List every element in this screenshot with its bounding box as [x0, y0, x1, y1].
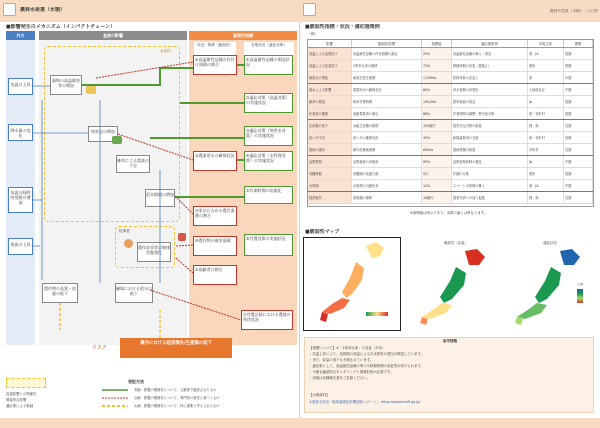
map-japan-2 [410, 247, 502, 327]
table-cell: 72% [422, 60, 452, 71]
table-cell: 国・県 [528, 192, 564, 203]
map-panel-1 [303, 237, 401, 331]
map1-colorbar [366, 312, 388, 316]
table-cell: 市町村 [528, 144, 564, 155]
table-cell: JA [528, 156, 564, 167]
col-header-vuln: 脆弱性指標 [189, 31, 297, 40]
impact-box-field: 圃場における渇水の低下 [115, 283, 153, 303]
indicator-table-header [308, 40, 593, 48]
map-japan-3 [505, 247, 595, 327]
table-cell: 担い手の確保状況 [352, 132, 422, 143]
table-cell: 県・市町村 [528, 132, 564, 143]
table-cell: 品質管理体制の強化 [452, 156, 528, 167]
table-row [308, 108, 593, 120]
legend-item-1: 直接影響との関係性 [6, 392, 37, 396]
table-cell: 防除体系の見直し [452, 72, 528, 83]
map3-legend-label: 凡例 [577, 283, 584, 286]
table-cell: 長期 [564, 120, 593, 131]
table-cell: 長期 [564, 192, 593, 203]
legend-line-swatches [100, 387, 130, 411]
notes-line-5: ・今後も継続的なモニタリングと情報収集が必要です。 [309, 370, 394, 374]
impact-box-quality: 農作物の品質・収量の低下 [42, 283, 78, 303]
table-cell: 短期 [564, 48, 593, 59]
table-row [308, 72, 593, 84]
table-cell: 担い手不足 [308, 132, 352, 143]
impact-box-weeds: 雑草による農業の不足 [116, 155, 150, 173]
external-box-temp: 気温の上昇 [8, 78, 33, 95]
table-cell: 15h/10a [422, 96, 452, 107]
table-row [308, 120, 593, 132]
vuln-measure-1: ①高温耐性品種の開発状況 [244, 55, 293, 75]
notes-line-4: ・適応策として、高温耐性品種の導入や移植時期の変更等が挙げられます。 [309, 364, 424, 368]
table-cell: 80% [422, 84, 452, 95]
table-header-cell: 期間 [564, 40, 593, 47]
table-cell: 短期 [564, 108, 593, 119]
vuln-subheader-status: 状況・推移（脆弱性） [194, 42, 236, 56]
vuln-status-3: ③家計に占める農作業費の割合 [193, 206, 237, 226]
table-cell: 収穫期の前進日数 [352, 168, 422, 179]
indicator-table-body [308, 48, 593, 204]
table-header-cell: 実施主体 [528, 40, 564, 47]
table-row [308, 132, 593, 144]
table-cell: 中期 [564, 84, 593, 95]
table-cell: 経済損失 [308, 192, 352, 203]
table-cell: JA [528, 96, 564, 107]
table-cell: 経営安定対策の推進 [452, 120, 528, 131]
table-cell: 農家 [528, 168, 564, 179]
legend-note-1: 実線：影響の関係性について、文献等で確認されたもの [134, 388, 217, 392]
table-cell: 農地集積の推進 [452, 144, 528, 155]
vuln-status-1: ①高温耐性品種の作付け面積の割合 [193, 55, 237, 75]
notes-line-3: ・また、収量の低下も予測されています。 [309, 358, 374, 362]
indicator-table [307, 39, 594, 207]
table-cell: 長期 [564, 144, 593, 155]
col-header-impact: 直接の影響 [39, 31, 187, 40]
header-meta: 農林水産業（水稲）｜○○県 [549, 9, 598, 13]
table-cell: 病害虫発生面積 [352, 72, 422, 83]
notes-heading: 参考情報 [442, 339, 458, 343]
legend-title: 表記方法 [128, 379, 144, 384]
table-header-cell: 脆弱性指標 [352, 40, 422, 47]
legend-note-3: 太線：影響の関係性について、特に重要と考えられるもの [134, 404, 220, 408]
vuln-status-4: ④農作物の被害面積 [193, 236, 237, 256]
table-cell: 品質検査の実施率 [352, 156, 422, 167]
map-panel-2 [410, 237, 502, 331]
table-row [308, 180, 593, 192]
col-header-external: 外力 [6, 31, 35, 40]
table-cell: 320億円 [422, 120, 452, 131]
table-cell: 農家 [528, 60, 564, 71]
table-cell: 高温による収量低下 [308, 60, 352, 71]
table-cell: 農業用水の確保状況 [352, 84, 422, 95]
table-cell: 中期 [564, 180, 593, 191]
table-cell: 県・JA [528, 48, 564, 59]
table-cell: 県・JA [528, 180, 564, 191]
chain-arrows [0, 0, 300, 360]
table-cell: 水稲生産額の推移 [352, 120, 422, 131]
map3-title: 適応状況 [543, 241, 557, 245]
table-cell: 850ha [422, 144, 452, 155]
notes-line-1: 【指標について】①「1等米比率」の変化（平均） [309, 346, 386, 350]
table-cell: 作期の分散 [452, 168, 528, 179]
footer-bar-left [0, 418, 300, 428]
table-cell: 高温耐性品種の作付面積の割合 [352, 48, 422, 59]
table-cell: 中期 [564, 156, 593, 167]
table-cell: 68% [422, 108, 452, 119]
paddy-label: 水田内 [160, 49, 171, 53]
vuln-status-2: ②農業用水の確保状況 [193, 151, 237, 171]
table-cell: 水管理の自動化率 [352, 180, 422, 191]
table-cell: 病害虫の増加 [308, 72, 352, 83]
table-cell: 品質管理 [308, 156, 352, 167]
table-cell: 被害額の推移 [352, 192, 422, 203]
table-cell: 県 [528, 72, 564, 83]
external-box-variability: 気温の経時的変動の増加 [8, 187, 33, 213]
table-cell: 国・県 [528, 120, 564, 131]
table-cell: 18億円 [422, 192, 452, 203]
vuln-measure-6: ⑥営農対策の実施状況 [244, 234, 293, 256]
table-cell: 耕作放棄地面積 [352, 144, 422, 155]
table-cell: 除草技術の普及 [452, 96, 528, 107]
vuln-measure-7: ⑦営農計画における農地の利用状況 [241, 310, 293, 330]
map3-legend-swatch [577, 289, 583, 303]
table-cell: 水管理 [308, 180, 352, 191]
table-row [308, 192, 593, 204]
map-panel-3 [505, 237, 595, 331]
table-row [308, 144, 593, 156]
footer-bar-right [300, 418, 600, 428]
legend-item-3: 適応策による軽減 [6, 404, 34, 408]
table-header-cell: 指標値 [422, 40, 452, 47]
table-cell: 長期 [564, 132, 593, 143]
map2-title: 脆弱性（高温） [444, 241, 468, 245]
table-header-cell: 適応施策例 [452, 40, 528, 47]
table-cell: 短期 [564, 96, 593, 107]
table-cell: 渇水による影響 [308, 84, 352, 95]
table-cell: 中期 [564, 72, 593, 83]
table-section-title: ■脆弱性指標・状況・適応施策例 [305, 24, 380, 30]
legend-marker-box [6, 378, 46, 388]
external-box-rain: 降水量の変化 [8, 124, 33, 141]
notes-line-6: ・詳細は各種報告書をご参照ください。 [309, 376, 371, 380]
table-cell: 新規就農者の支援 [452, 132, 528, 143]
table-row [308, 168, 593, 180]
impact-box-heat-damage: 穀物の高温障害等の増加 [50, 75, 82, 95]
table-cell: 1,200ha [422, 72, 452, 83]
header-logo-icon-right [303, 3, 316, 16]
vuln-measure-3: ③適応対策（病害虫対策）の実施状況 [244, 126, 293, 146]
risk-box: 農作における経済損失/生産額の低下 [120, 338, 232, 358]
table-footnote: ※指標値は例示であり、実際の値とは異なります。 [410, 211, 488, 215]
vuln-subheader-measures: 対策状況（適応対策） [244, 42, 294, 56]
table-cell: 作業時間の調整・熱中症対策 [452, 108, 528, 119]
table-cell: 作業者の健康 [308, 108, 352, 119]
table-cell: 95% [422, 156, 452, 167]
table-cell: 短期 [564, 60, 593, 71]
table-cell: 雑草の増加 [308, 96, 352, 107]
table-cell: 移植時期の変更（遅植え） [452, 60, 528, 71]
vuln-measure-5: ⑤作業時間の短縮化 [244, 186, 293, 204]
table-cell: 45% [422, 132, 452, 143]
table-cell: 12% [422, 180, 452, 191]
table-row [308, 96, 593, 108]
table-row [308, 156, 593, 168]
table-row [308, 48, 593, 60]
table-cell: 収穫時期 [308, 168, 352, 179]
table-cell: 除草作業時間 [352, 96, 422, 107]
header-title: 農林水産業（水稲） [20, 7, 66, 13]
vuln-measure-2: ②適応対策（高温対策）の実施状況 [244, 93, 293, 113]
table-cell: 高温による品質低下 [308, 48, 352, 59]
legend-note-2: 点線：影響の関係性について、専門家の意見に基づくもの [134, 396, 220, 400]
table-cell: 土地改良区 [528, 84, 564, 95]
table-cell: 25% [422, 48, 452, 59]
legend-item-2: 間接的な影響 [6, 398, 27, 402]
table-cell: 生産額の低下 [308, 120, 352, 131]
external-box-sea: 海面の上昇 [8, 238, 33, 255]
notes-source-link[interactable]: ①農林水産省「地球温暖化影響調査レポート」 https://www.maff.go.jp/ [309, 400, 421, 404]
table-cell: 1等米比率の推移 [352, 60, 422, 71]
table-cell: 農業共済への加入促進 [452, 192, 528, 203]
table-cell: 高齢農業者の割合 [352, 108, 422, 119]
vuln-status-5: ⑤高齢者の割合 [193, 265, 237, 285]
vuln-measure-4: ④適応対策（水管理対策）の実施状況 [244, 151, 293, 171]
notes-source-label: 【出典資料】 [309, 393, 330, 397]
page-divider [299, 22, 300, 418]
table-cell: 短期 [564, 168, 593, 179]
table-cell: 農地の維持 [308, 144, 352, 155]
map-section-title: ■脆弱性マップ [305, 229, 340, 235]
risk-label: リスク [92, 345, 107, 351]
worker-label: 従事者 [119, 229, 130, 233]
left-section-title: ■影響発生のメカニズム（インパクトチェーン） [6, 24, 116, 30]
table-row [308, 84, 593, 96]
table-cell: スマート水管理の導入 [452, 180, 528, 191]
worker-box: 農作従事者の健康状態悪化 [137, 242, 171, 262]
notes-line-2: ・気温上昇により、登熟期の高温による白未熟粒の発生が増加しています。 [309, 352, 425, 356]
table-cell: 高温耐性品種の導入・普及 [452, 48, 528, 59]
table-caption: （例） [307, 32, 318, 36]
impact-box-pests: 病害虫の増加 [88, 126, 118, 142]
table-header-cell: 影響 [308, 40, 352, 47]
table-cell: 5日 [422, 168, 452, 179]
table-row [308, 60, 593, 72]
table-cell: 県・市町村 [528, 108, 564, 119]
impact-box-drought: 渇水期間の増加 [145, 189, 175, 207]
table-cell: 用水管理の高度化 [452, 84, 528, 95]
